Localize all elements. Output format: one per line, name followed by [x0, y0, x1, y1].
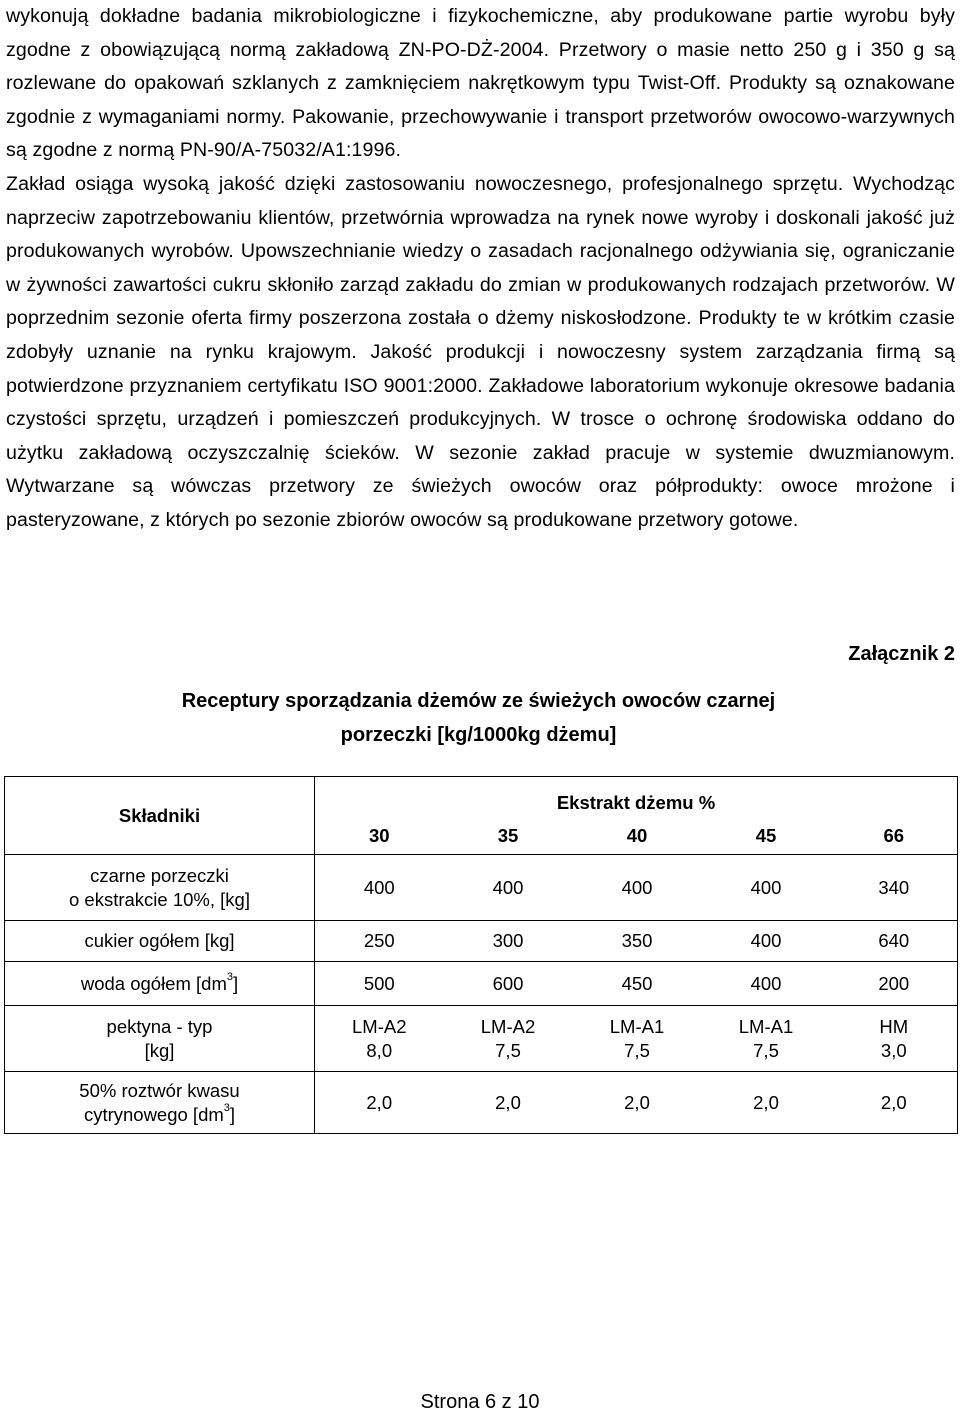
table-cell: 400 — [702, 921, 831, 962]
table-cell — [444, 1006, 573, 1072]
extract-level: 40 — [573, 819, 702, 855]
extract-level: 30 — [315, 819, 444, 855]
table-cell: 350 — [573, 921, 702, 962]
table-cell — [831, 1006, 958, 1072]
pectin-type: LM-A2 — [352, 1015, 407, 1037]
table-row — [5, 921, 958, 962]
table-cell: 2,0 — [702, 1072, 831, 1134]
table-cell: 400 — [702, 962, 831, 1006]
row-label-line: o ekstrakcie 10%, [kg] — [69, 888, 250, 910]
table-cell: 200 — [831, 962, 958, 1006]
pectin-type: LM-A1 — [609, 1015, 665, 1037]
table-cell: 400 — [315, 855, 444, 921]
table-row — [5, 962, 958, 1006]
table-cell: 400 — [444, 855, 573, 921]
body-text — [6, 0, 955, 538]
pectin-type: HM — [879, 1015, 909, 1037]
row-label — [5, 1072, 315, 1134]
row-label-end: ] — [233, 972, 239, 994]
row-label: cukier ogółem [kg] — [5, 921, 315, 962]
extract-level: 45 — [702, 819, 831, 855]
table-cell: 2,0 — [573, 1072, 702, 1134]
table-cell: 340 — [831, 855, 958, 921]
ingredients-header: Składniki — [5, 777, 315, 855]
table-cell: 2,0 — [315, 1072, 444, 1134]
table-cell — [573, 1006, 702, 1072]
extract-level: 66 — [831, 819, 958, 855]
pectin-type: LM-A1 — [738, 1015, 794, 1037]
row-label-line — [5, 1103, 314, 1127]
pectin-amount: 7,5 — [495, 1039, 521, 1061]
table-title-line-1: Receptury sporządzania dżemów ze świeżych owoców czarnej — [181, 690, 776, 712]
table-cell: 300 — [444, 921, 573, 962]
table-row — [5, 855, 958, 921]
table-cell: 500 — [315, 962, 444, 1006]
table-cell: 250 — [315, 921, 444, 962]
paragraph-1: wykonują dokładne badania mikrobiologiczne i fizykochemiczne, aby produkowane partie wyrobu były zgodne z obowiązującą normą zakładową ZN-PO-DŻ-2004. Przetwory o masie netto 250 g i 350 g są rozlewane do opakowań szklanych z zamknięciem nakrętkowym typu Twist-Off. Produkty są oznakowane zgodnie z wymaganiami normy. Pakowanie, przechowywanie i transport przetworów owocowo-warzywnych są zgodne z normą PN-90/A-75032/A1:1996. — [6, 5, 955, 162]
table-cell: 640 — [831, 921, 958, 962]
row-label-line: pektyna - typ — [106, 1015, 213, 1037]
superscript: 3 — [226, 971, 233, 984]
row-label-line: czarne porzeczki — [90, 864, 229, 886]
recipe-table — [4, 776, 958, 1134]
row-label-line: 50% roztwór kwasu — [79, 1079, 240, 1101]
table-cell — [315, 1006, 444, 1072]
row-label-text: woda ogółem [dm — [80, 972, 227, 994]
table-cell: 450 — [573, 962, 702, 1006]
pectin-type: LM-A2 — [480, 1015, 536, 1037]
row-label — [5, 1006, 315, 1072]
row-label-text: cytrynowego [dm — [83, 1103, 224, 1125]
annex-label: Załącznik 2 — [848, 643, 955, 665]
table-row — [5, 1006, 958, 1072]
pectin-amount: 3,0 — [880, 1039, 907, 1061]
table-cell — [702, 1006, 831, 1072]
table-cell: 400 — [702, 855, 831, 921]
row-label-line: [kg] — [144, 1039, 175, 1061]
table-title-line-2: porzeczki [kg/1000kg dżemu] — [340, 724, 617, 746]
row-label — [5, 962, 315, 1006]
pectin-amount: 8,0 — [366, 1039, 393, 1061]
pectin-amount: 7,5 — [624, 1039, 650, 1061]
pectin-amount: 7,5 — [753, 1039, 779, 1061]
row-label-end: ] — [229, 1103, 236, 1125]
table-row — [5, 1072, 958, 1134]
table-cell: 400 — [573, 855, 702, 921]
superscript: 3 — [223, 1102, 230, 1115]
extract-header: Ekstrakt dżemu % — [315, 777, 958, 819]
table-cell: 2,0 — [831, 1072, 958, 1134]
extract-level: 35 — [444, 819, 573, 855]
table-cell: 600 — [444, 962, 573, 1006]
paragraph-2: Zakład osiąga wysoką jakość dzięki zastosowaniu nowoczesnego, profesjonalnego sprzętu. Wychodząc naprzeciw zapotrzebowaniu klientów, przetwórnia wprowadza na rynek nowe wyroby i doskonali jakość już produkowanych wyrobów. Upowszechnianie wiedzy o zasadach racjonalnego odżywiania się, ograniczanie w żywności zawartości cukru skłoniło zarząd zakładu do zmian w produkowanych rodzajach przetworów. W poprzednim sezonie oferta firmy poszerzona została o dżemy niskosłodzone. Produkty te w krótkim czasie zdobyły uznanie na rynku krajowym. Jakość produkcji i nowoczesny system zarządzania firmą są potwierdzone przyznaniem certyfikatu ISO 9001:2000. Zakładowe laboratorium wykonuje okresowe badania czystości sprzętu, urządzeń i pomieszczeń produkcyjnych. W trosce o ochronę środowiska oddano do użytku zakładową oczyszczalnię ścieków. W sezonie zakład pracuje w systemie dwuzmianowym. Wytwarzane są wówczas przetwory ze świeżych owoców oraz półprodukty: owoce mrożone i pasteryzowane, z których po sezonie zbiorów owoców są produkowane przetwory gotowe. — [6, 172, 955, 531]
table-header-row — [5, 777, 958, 819]
table-cell: 2,0 — [444, 1072, 573, 1134]
table-title — [0, 684, 960, 752]
row-label — [5, 855, 315, 921]
page-footer: Strona 6 z 10 — [420, 1391, 540, 1413]
